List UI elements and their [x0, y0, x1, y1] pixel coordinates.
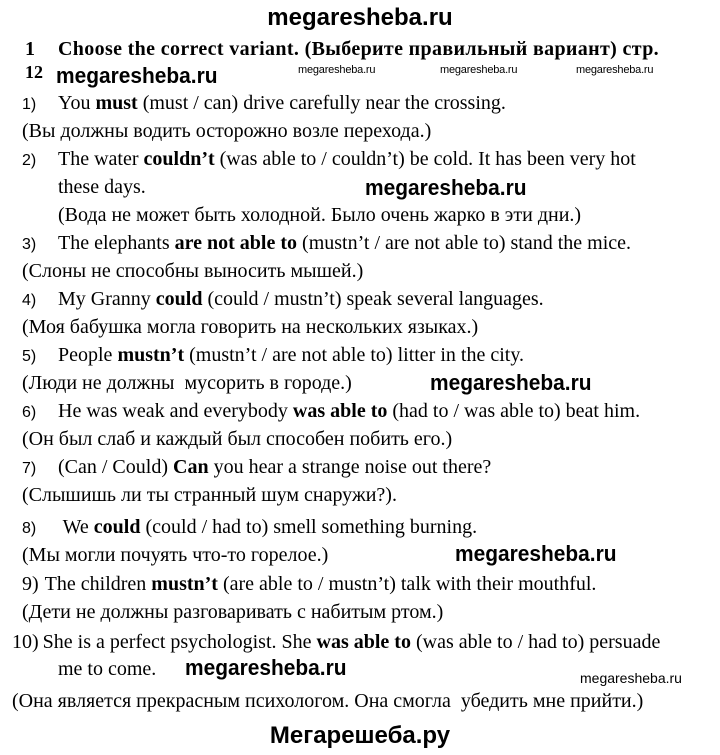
answer: are not able to — [174, 232, 298, 254]
item-text: (mustn’t / are not able to) litter in the city. — [184, 344, 525, 366]
site-header: megaresheba.ru — [267, 4, 453, 31]
answer: could — [155, 288, 203, 310]
item-continuation: these days. — [58, 176, 146, 198]
exercise-item — [22, 232, 631, 256]
item-text: (could / had to) smell something burning. — [140, 516, 478, 538]
item-text: you hear a strange noise out there? — [208, 456, 492, 478]
answer: couldn’t — [143, 148, 215, 170]
item-number: 7) — [22, 460, 37, 477]
item-text: The water — [58, 148, 144, 170]
task-number: 1 — [25, 38, 35, 60]
item-number: 3) — [22, 236, 37, 253]
item-text: (must / can) drive carefully near the crossing. — [137, 92, 506, 114]
exercise-item — [22, 400, 640, 424]
watermark: megaresheba.ru — [430, 370, 592, 395]
exercise-item — [22, 344, 524, 368]
item-number: 10) — [12, 631, 39, 653]
watermark: megaresheba.ru — [576, 64, 654, 76]
watermark: megaresheba.ru — [580, 670, 682, 686]
item-number: 8) — [22, 520, 37, 537]
translation: (Слоны не способны выносить мышей.) — [22, 260, 364, 282]
translation: (Мы могли почуять что-то горелое.) — [22, 544, 329, 566]
task-page: 12 — [25, 62, 43, 82]
item-number: 9) — [22, 573, 39, 595]
watermark: megaresheba.ru — [455, 541, 617, 566]
item-number: 5) — [22, 348, 37, 365]
item-text: She is a perfect psychologist. She — [42, 631, 317, 653]
exercise-item — [12, 631, 660, 653]
answer: was able to — [292, 400, 388, 422]
exercise-item — [22, 456, 491, 480]
answer: could — [93, 516, 141, 538]
item-number: 4) — [22, 292, 37, 309]
item-text: People — [58, 344, 118, 366]
translation: (Дети не должны разговаривать с набитым ртом.) — [22, 601, 444, 623]
answer: was able to — [316, 631, 411, 653]
item-text: We — [58, 516, 94, 538]
item-text: The elephants — [58, 232, 175, 254]
answer: must — [95, 92, 138, 114]
exercise-item — [22, 288, 544, 312]
translation: (Люди не должны мусорить в городе.) — [22, 372, 352, 394]
watermark: megaresheba.ru — [56, 63, 218, 88]
translation: (Моя бабушка могла говорить на нескольких языках.) — [22, 316, 479, 338]
watermark: megaresheba.ru — [440, 64, 518, 76]
answer: mustn’t — [151, 573, 218, 595]
exercise-item — [22, 92, 506, 116]
site-footer: Мегарешеба.ру — [269, 722, 451, 749]
item-text: (mustn’t / are not able to) stand the mice. — [297, 232, 632, 254]
watermark: megaresheba.ru — [365, 175, 527, 200]
watermark: megaresheba.ru — [185, 655, 347, 680]
exercise-item — [22, 516, 477, 540]
item-text: The children — [44, 573, 152, 595]
answer: Can — [173, 456, 209, 478]
item-text: (had to / was able to) beat him. — [387, 400, 641, 422]
item-number: 1) — [22, 96, 37, 113]
item-text: He was weak and everybody — [58, 400, 293, 422]
item-text: (are able to / mustn’t) talk with their mouthful. — [217, 573, 597, 595]
item-text: (was able to / couldn’t) be cold. It has been very hot — [214, 148, 636, 170]
translation: (Вода не может быть холодной. Было очень жарко в эти дни.) — [58, 204, 582, 226]
exercise-item — [22, 148, 636, 172]
item-number: 6) — [22, 404, 37, 421]
translation: (Она является прекрасным психологом. Она смогла убедить мне прийти.) — [12, 690, 644, 712]
task-title: Choose the correct variant. (Выберите правильный вариант) стр. — [58, 38, 660, 60]
item-number: 2) — [22, 152, 37, 169]
item-continuation: me to come. — [58, 658, 157, 680]
translation: (Слышишь ли ты странный шум снаружи?). — [22, 484, 397, 506]
item-text: You — [58, 92, 96, 114]
item-text: (Can / Could) — [58, 456, 173, 478]
answer: mustn’t — [117, 344, 185, 366]
item-text: (was able to / had to) persuade — [410, 631, 661, 653]
watermark: megaresheba.ru — [298, 64, 376, 76]
item-text: (could / mustn’t) speak several languages. — [202, 288, 544, 310]
item-text: My Granny — [58, 288, 156, 310]
translation: (Он был слаб и каждый был способен побить его.) — [22, 428, 453, 450]
exercise-item — [22, 573, 596, 595]
translation: (Вы должны водить осторожно возле перехода.) — [22, 120, 432, 142]
